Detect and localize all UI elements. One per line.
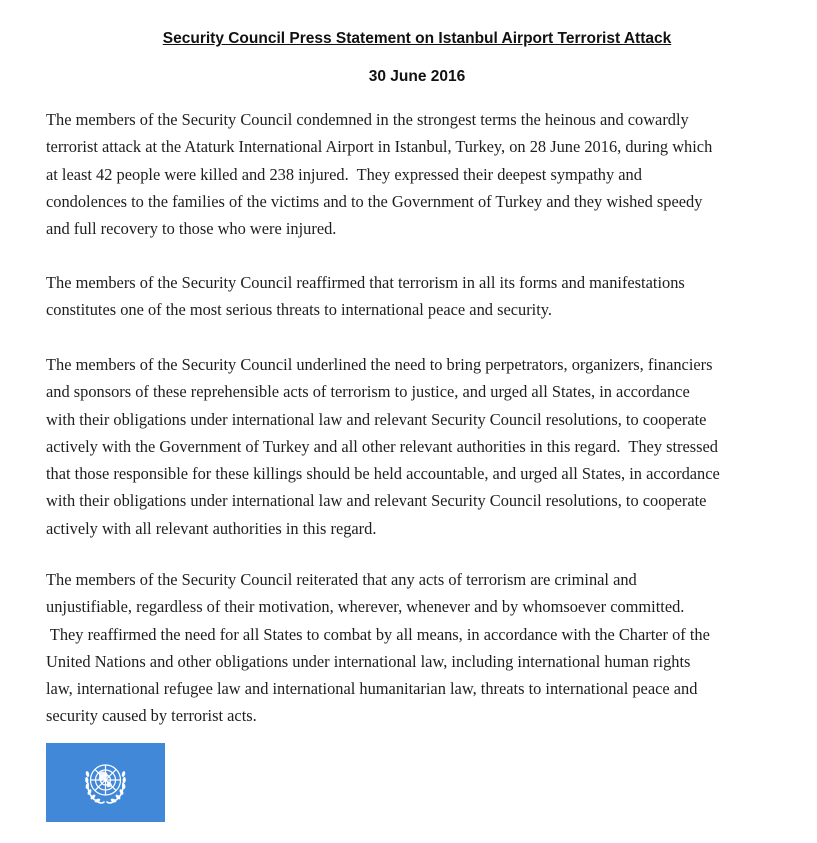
un-flag — [46, 743, 165, 822]
text-line: and sponsors of these reprehensible acts of terrorism to justice, and urged all States, in accordance — [46, 382, 690, 402]
paragraph-reaffirmation — [46, 269, 806, 324]
text-line: security caused by terrorist acts. — [46, 706, 257, 726]
paragraph-reiteration — [46, 566, 806, 730]
page-title: Security Council Press Statement on Istanbul Airport Terrorist Attack — [162, 30, 672, 47]
text-line: United Nations and other obligations under international law, including international human rights — [46, 651, 691, 671]
statement-date: 30 June 2016 — [368, 68, 466, 85]
text-line: condolences to the families of the victims and to the Government of Turkey and they wished speedy — [46, 191, 703, 211]
text-line: terrorist attack at the Ataturk International Airport in Istanbul, Turkey, on 28 June 2016, during which — [46, 137, 713, 157]
text-line: actively with all relevant authorities in this regard. — [46, 518, 377, 538]
text-line: The members of the Security Council condemned in the strongest terms the heinous and cowardly — [46, 110, 689, 129]
text-line: that those responsible for these killings should be held accountable, and urged all States, in accordance — [46, 464, 720, 484]
text-line: constitutes one of the most serious threats to international peace and security. — [46, 300, 552, 320]
text-line: They reaffirmed the need for all States to combat by all means, in accordance with the Charter of the — [46, 624, 710, 644]
un-emblem-icon — [46, 743, 165, 822]
text-line: with their obligations under international law and relevant Security Council resolutions, to cooperate — [46, 409, 707, 429]
text-line: The members of the Security Council reaffirmed that terrorism in all its forms and manifestations — [46, 273, 685, 292]
text-line: The members of the Security Council underlined the need to bring perpetrators, organizers, financiers — [46, 355, 713, 374]
text-line: and full recovery to those who were injured. — [46, 219, 337, 239]
text-line: law, international refugee law and international humanitarian law, threats to international peace and — [46, 679, 698, 699]
text-line: The members of the Security Council reiterated that any acts of terrorism are criminal and — [46, 570, 637, 589]
paragraph-justice — [46, 351, 806, 542]
text-line: at least 42 people were killed and 238 injured. They expressed their deepest sympathy and — [46, 164, 642, 184]
paragraph-condemnation — [46, 106, 806, 242]
text-line: actively with the Government of Turkey and all other relevant authorities in this regard. They stressed — [46, 436, 718, 456]
text-line: unjustifiable, regardless of their motivation, wherever, whenever and by whomsoever committed. — [46, 597, 685, 617]
text-line: with their obligations under international law and relevant Security Council resolutions, to cooperate — [46, 491, 707, 511]
